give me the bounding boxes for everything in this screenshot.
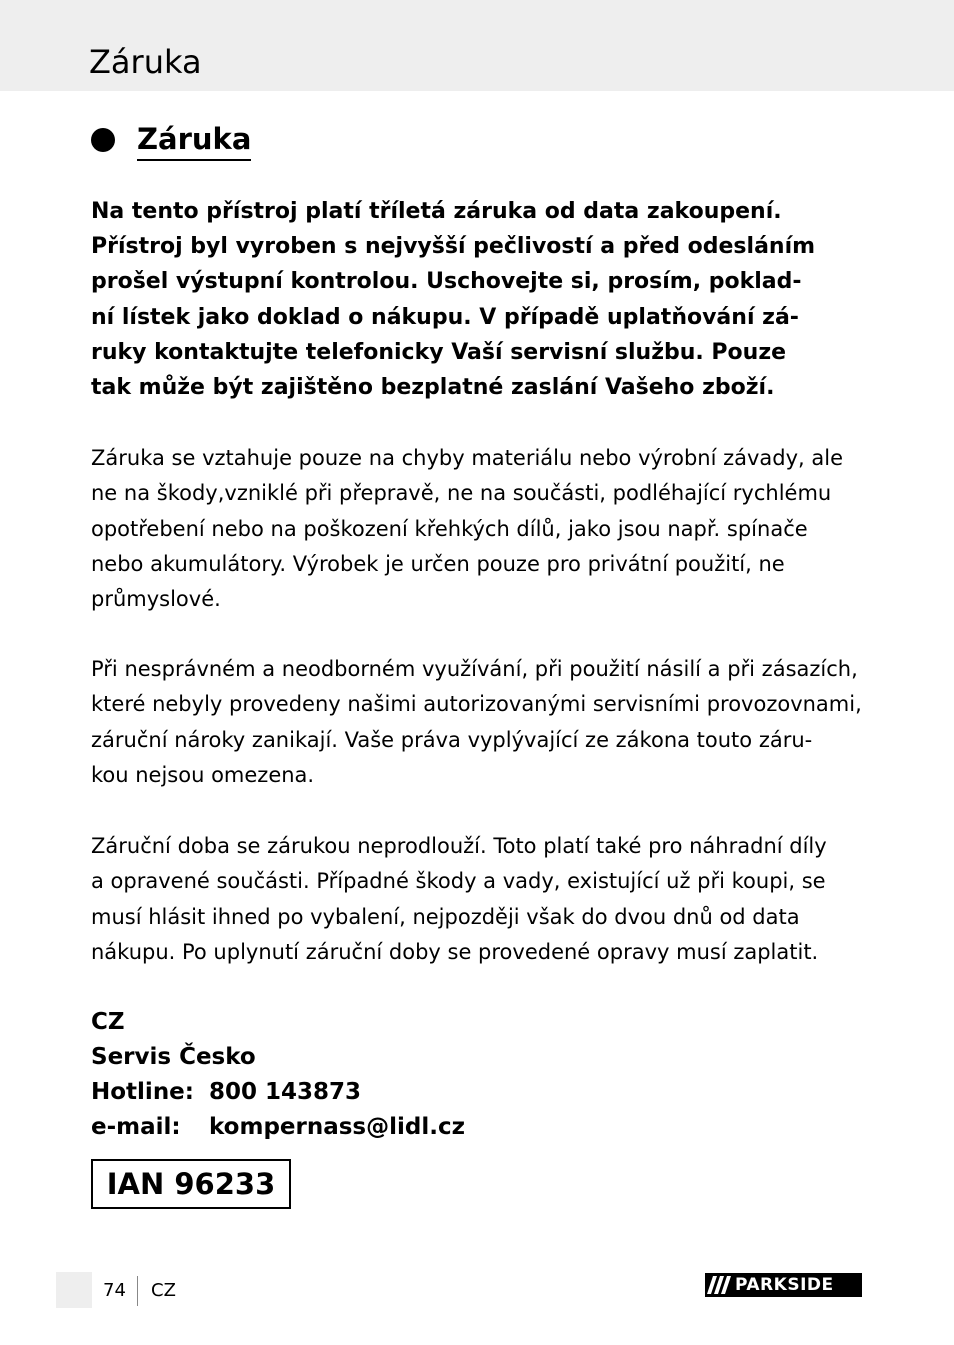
paragraph-line: průmyslové. (91, 587, 221, 612)
contact-country: CZ (91, 1009, 125, 1035)
email-label: e-mail: (91, 1114, 181, 1140)
email-address[interactable]: kompernass@lidl.cz (209, 1114, 465, 1140)
hotline-label: Hotline: (91, 1079, 194, 1105)
ian-box: IAN 96233 (91, 1159, 291, 1209)
page-number: 74 (103, 1280, 126, 1301)
contact-block (91, 1005, 465, 1145)
hotline-number: 800 143873 (209, 1079, 362, 1105)
page-header-title: Záruka (89, 43, 202, 81)
paragraph-line: a opravené součásti. Případné škody a vady, existující už při koupi, se (91, 869, 826, 894)
parkside-logo (705, 1273, 862, 1297)
paragraph-line: Záruka se vztahuje pouze na chyby materiálu nebo výrobní závady, ale (91, 446, 844, 470)
paragraph-line: nebo akumulátory. Výrobek je určen pouze pro privátní použití, ne (91, 551, 785, 576)
section-heading (91, 118, 251, 162)
intro-line: Na tento přístroj platí tříletá záruka od data zakoupení. (91, 199, 782, 224)
paragraph-line: záruční nároky zanikají. Vaše práva vyplývající ze zákona touto záru- (91, 727, 813, 752)
intro-line: ruky kontaktujte telefonicky Vaší servisní službu. Pouze (91, 339, 787, 365)
paragraph-line: musí hlásit ihned po vybalení, nejpozději však do dvou dnů od data (91, 904, 800, 929)
paragraph-line: které nebyly provedeny našimi autorizovanými servisními provozovnami, (91, 692, 862, 717)
paragraph-line: opotřebení nebo na poškození křehkých dílů, jako jsou např. spínače (91, 516, 808, 541)
paragraph-line: Záruční doba se zárukou neprodlouží. Toto platí také pro náhradní díly (91, 834, 827, 858)
intro-paragraph (91, 194, 871, 405)
contact-hotline-row (91, 1075, 465, 1110)
warranty-period-paragraph (91, 829, 881, 970)
paragraph-line: nákupu. Po uplynutí záruční doby se provedené opravy musí zaplatit. (91, 939, 819, 964)
parkside-stripes-icon (705, 1273, 735, 1297)
paragraph-line: Při nesprávném a neodborném využívání, při použití násilí a při zásazích, (91, 657, 858, 681)
warranty-scope-paragraph (91, 441, 881, 617)
contact-email-row (91, 1110, 465, 1145)
intro-line: ní lístek jako doklad o nákupu. V případě uplatňování zá- (91, 304, 799, 330)
footer-language: CZ (151, 1280, 176, 1301)
paragraph-line: ne na škody,vzniklé při přepravě, ne na součásti, podléhající rychlému (91, 481, 832, 506)
logo-text: PARKSIDE (735, 1275, 834, 1295)
footer-square (56, 1272, 92, 1308)
intro-line: tak může být zajištěno bezplatné zaslání Vašeho zboží. (91, 375, 775, 401)
contact-service: Servis Česko (91, 1044, 256, 1070)
intro-line: prošel výstupní kontrolou. Uschovejte si, prosím, poklad- (91, 269, 802, 295)
section-title: Záruka (137, 120, 251, 161)
paragraph-line: kou nejsou omezena. (91, 762, 315, 787)
footer-divider (137, 1276, 138, 1306)
bullet-icon (91, 128, 115, 152)
intro-line: Přístroj byl vyroben s nejvyšší pečlivostí a před odesláním (91, 234, 816, 260)
misuse-paragraph (91, 652, 881, 793)
